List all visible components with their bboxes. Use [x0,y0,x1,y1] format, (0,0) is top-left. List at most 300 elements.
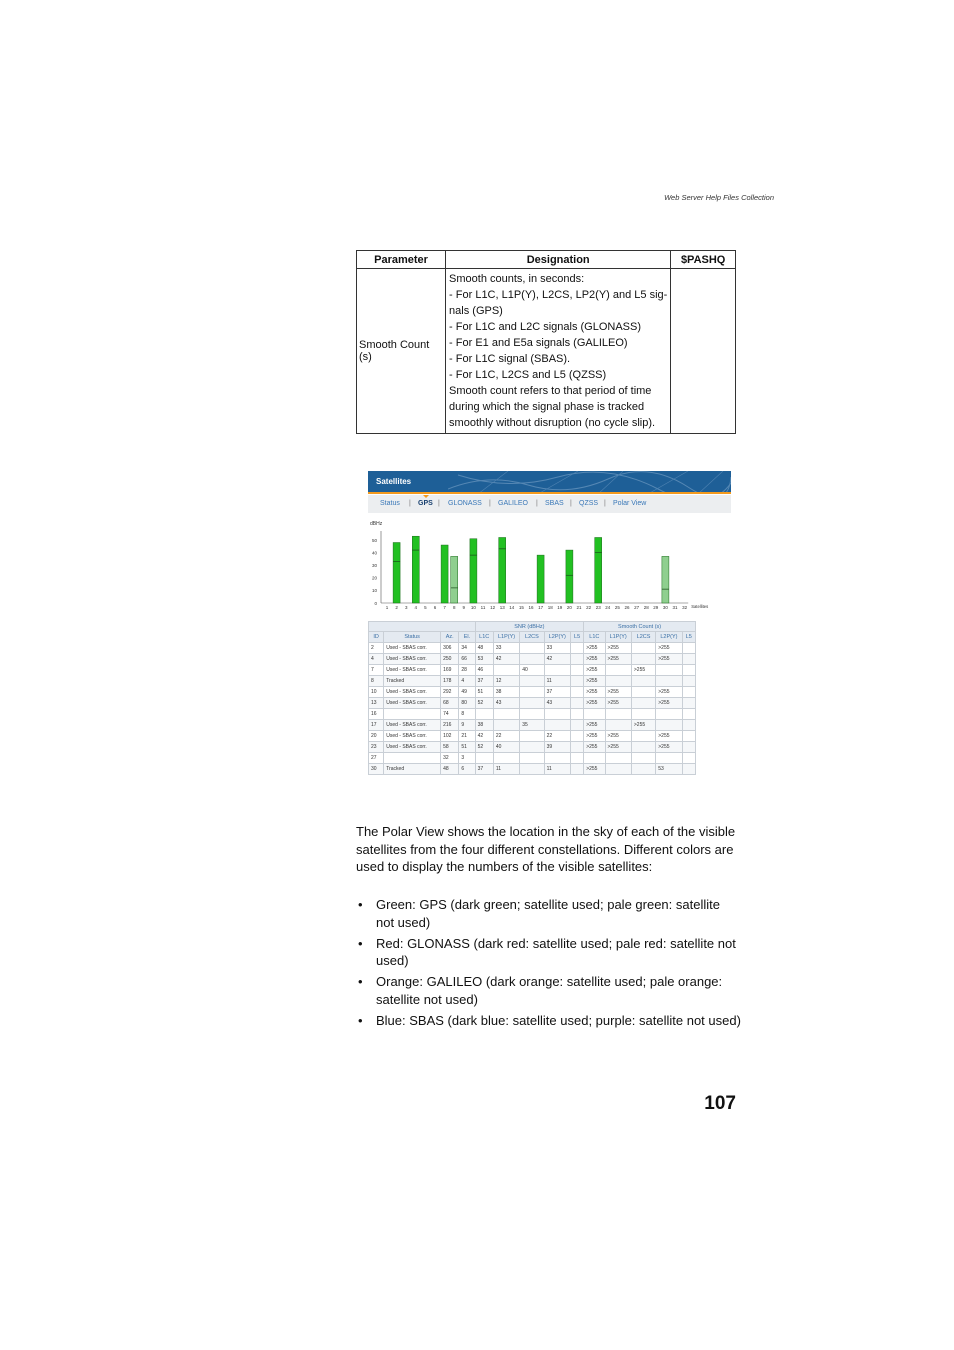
table-cell [570,676,583,687]
satellites-screenshot [368,471,731,791]
table-cell: 32 [441,753,459,764]
table-cell: 6 [459,764,475,775]
x-tick-label: 7 [443,605,446,610]
snr-bar [393,543,400,603]
table-cell: 23 [369,742,384,753]
table-row [369,698,696,709]
x-tick-label: 23 [595,605,601,610]
running-header: Web Server Help Files Collection [664,193,774,202]
table-cell [493,709,519,720]
table-cell: >255 [584,764,605,775]
table-cell: >255 [584,654,605,665]
table-cell: Used - SBAS corr. [384,731,441,742]
table-cell: 2 [369,643,384,654]
table-cell [544,709,570,720]
table-cell [631,676,655,687]
table-cell [520,643,544,654]
table-cell: 3 [459,753,475,764]
table-cell: 38 [493,687,519,698]
x-tick-label: 10 [470,605,476,610]
table-cell: Used - SBAS corr. [384,742,441,753]
column-header: ID [369,632,384,643]
table-cell: 43 [544,698,570,709]
x-tick-label: 17 [538,605,544,610]
table-cell [631,731,655,742]
table-cell [656,720,682,731]
table-cell: >255 [605,731,631,742]
table-cell [605,709,631,720]
snr-bar [566,550,573,603]
table-cell [682,643,695,654]
active-tab-indicator [423,495,429,498]
tab-separator: | [409,500,411,507]
x-tick-label: 26 [624,605,630,610]
table-cell [682,687,695,698]
table-cell: 22 [493,731,519,742]
x-tick-label: 29 [653,605,659,610]
x-tick-label: 28 [643,605,649,610]
table-cell [584,753,605,764]
bullet-icon: • [358,1013,363,1029]
table-cell [584,709,605,720]
table-cell: 178 [441,676,459,687]
list-item-text: Green: GPS (dark green; satellite used; pale green: satellite not used) [376,897,720,930]
list-item [356,1012,741,1030]
tab-separator: | [536,500,538,507]
column-header: L1C [584,632,605,643]
column-header: L1P(Y) [605,632,631,643]
list-item [356,935,741,970]
table-cell [682,764,695,775]
designation-line: - For L1C signal (SBAS). [449,353,571,365]
table-cell: 80 [459,698,475,709]
table-cell [631,709,655,720]
table-cell: 68 [441,698,459,709]
table-row [369,654,696,665]
table-cell [544,753,570,764]
table-cell [682,665,695,676]
designation-line: during which the signal phase is tracked [449,401,645,413]
table-cell [682,676,695,687]
column-header: L2CS [631,632,655,643]
x-tick-label: 22 [586,605,592,610]
column-header: L1C [475,632,493,643]
y-tick-label: 50 [371,537,377,543]
table-row [369,687,696,698]
x-tick-label: 14 [509,605,515,610]
table-cell [682,753,695,764]
table-cell: Used - SBAS corr. [384,720,441,731]
table-cell: >255 [584,742,605,753]
table-row [369,709,696,720]
group-header-snr: SNR (dBHz) [475,622,584,632]
table-cell [682,698,695,709]
x-tick-label: 3 [404,605,408,610]
table-cell: >255 [656,731,682,742]
table-cell: 169 [441,665,459,676]
table-cell [520,676,544,687]
list-item [356,973,741,1008]
table-cell: 37 [475,764,493,775]
table-cell: >255 [656,687,682,698]
table-cell [384,753,441,764]
table-cell: 43 [493,698,519,709]
table-cell: >255 [584,643,605,654]
table-cell [570,742,583,753]
x-axis-label: Satellites [691,604,709,609]
table-cell: 11 [493,764,519,775]
table-cell: 35 [520,720,544,731]
table-row [369,720,696,731]
table-row [369,731,696,742]
column-header: El. [459,632,475,643]
table-cell: 250 [441,654,459,665]
column-header: L2CS [520,632,544,643]
bullet-icon: • [358,897,363,912]
table-cell: 12 [493,676,519,687]
table-cell [520,753,544,764]
table-cell [682,742,695,753]
table-cell [493,665,519,676]
table-cell: 4 [369,654,384,665]
body-paragraph: The Polar View shows the location in the sky of each of the visible satellites from the four different constellations. Different colors are used to display the numbers of the visible satellites: [356,824,736,875]
map-pattern-decoration [448,471,731,494]
snr-bar-chart [368,517,731,613]
table-cell: 216 [441,720,459,731]
table-cell: 11 [544,764,570,775]
table-cell: Tracked [384,764,441,775]
table-cell: Used - SBAS corr. [384,654,441,665]
table-cell: >255 [584,720,605,731]
table-cell: >255 [584,665,605,676]
x-tick-label: 8 [452,605,456,610]
table-row [369,676,696,687]
table-cell: 9 [459,720,475,731]
table-cell: 39 [544,742,570,753]
x-tick-label: 20 [566,605,572,610]
table-cell: 74 [441,709,459,720]
designation-line: smoothly without disruption (no cycle slip). [449,417,656,429]
table-cell: 40 [520,665,544,676]
table-cell [520,764,544,775]
page-number: 107 [704,1093,736,1114]
x-tick-label: 13 [499,605,505,610]
table-cell: 46 [475,665,493,676]
table-cell [605,764,631,775]
x-tick-label: 21 [576,605,582,610]
table-row [369,643,696,654]
table-cell [605,676,631,687]
snr-bar [537,555,544,603]
table-cell: 40 [493,742,519,753]
tab-separator: | [604,500,606,507]
table-cell [570,698,583,709]
x-tick-label: 19 [557,605,563,610]
table-cell [570,665,583,676]
table-cell: >255 [584,731,605,742]
table-cell [475,753,493,764]
table-cell [631,764,655,775]
y-tick-label: 20 [371,575,377,581]
table-cell [493,753,519,764]
table-cell: 10 [369,687,384,698]
x-tick-label: 9 [462,605,466,610]
table-cell: >255 [584,676,605,687]
snr-bar [662,556,669,603]
tab-galileo[interactable]: GALILEO [498,500,528,507]
parameter-name: Smooth Count (s) [357,269,446,434]
y-axis-label: dBHz [370,521,383,527]
table-cell [544,720,570,731]
table-cell [544,665,570,676]
table-cell [384,709,441,720]
x-tick-label: 31 [672,605,678,610]
table-cell: 66 [459,654,475,665]
table-cell: 102 [441,731,459,742]
snr-bar [470,539,477,603]
tab-gps[interactable]: GPS [418,500,433,507]
table-cell [570,720,583,731]
table-cell: 37 [475,676,493,687]
tab-separator: | [570,500,572,507]
tab-sbas[interactable]: SBAS [545,500,564,507]
list-item-text: Red: GLONASS (dark red: satellite used; pale red: satellite not used) [376,935,736,969]
table-cell: 28 [459,665,475,676]
x-tick-label: 25 [614,605,620,610]
table-cell: >255 [656,742,682,753]
table-cell [475,709,493,720]
table-cell: 58 [441,742,459,753]
group-header-smooth: Smooth Count (s) [584,622,696,632]
col-parameter: Parameter [357,251,446,269]
table-cell: 7 [369,665,384,676]
column-header: L1P(Y) [493,632,519,643]
table-cell [631,698,655,709]
table-cell [570,731,583,742]
table-cell: 49 [459,687,475,698]
table-cell: 30 [369,764,384,775]
table-cell: >255 [605,687,631,698]
table-cell [682,654,695,665]
table-cell: 11 [544,676,570,687]
table-row [369,742,696,753]
table-cell [520,698,544,709]
list-item [356,896,741,931]
table-cell: 53 [656,764,682,775]
designation-cell [446,269,671,434]
table-cell: 48 [475,643,493,654]
snr-bar [499,537,506,603]
designation-line: - For E1 and E5a signals (GALILEO) [449,337,628,349]
table-cell [520,687,544,698]
table-cell: 27 [369,753,384,764]
snr-bar [412,536,419,603]
tab-status[interactable]: Status [380,500,400,507]
column-header: Status [384,632,441,643]
bullet-icon: • [358,935,363,951]
bullet-icon: • [358,974,363,990]
parameter-table [356,250,736,434]
table-cell [682,731,695,742]
x-tick-label: 15 [518,605,524,610]
table-cell [605,753,631,764]
snr-bar [451,556,458,603]
table-cell: >255 [656,654,682,665]
y-tick-label: 40 [371,550,377,556]
table-cell: 52 [475,742,493,753]
table-cell: Used - SBAS corr. [384,665,441,676]
table-cell: 306 [441,643,459,654]
table-cell: 8 [459,709,475,720]
column-header: L2P(Y) [544,632,570,643]
table-cell [631,742,655,753]
table-cell: 16 [369,709,384,720]
column-header: L2P(Y) [656,632,682,643]
table-cell [631,643,655,654]
tab-separator: | [438,500,440,507]
table-cell: 8 [369,676,384,687]
group-header-blank [369,622,476,632]
table-cell [570,687,583,698]
table-cell: Tracked [384,676,441,687]
table-cell: 42 [475,731,493,742]
x-tick-label: 1 [385,605,389,610]
tab-qzss[interactable]: QZSS [579,500,599,507]
x-tick-label: 12 [490,605,496,610]
table-cell [605,665,631,676]
banner-title: Satellites [376,477,412,486]
table-cell: 21 [459,731,475,742]
x-tick-label: 32 [682,605,688,610]
designation-line: - For L1C and L2C signals (GLONASS) [449,321,642,333]
table-cell: >255 [605,698,631,709]
designation-line: nals (GPS) [449,305,503,317]
table-cell: 42 [493,654,519,665]
table-cell: >255 [584,687,605,698]
snr-bar [441,545,448,603]
x-tick-label: 27 [634,605,640,610]
table-cell: >255 [584,698,605,709]
designation-line: - For L1C, L2CS and L5 (QZSS) [449,369,607,381]
table-row [369,764,696,775]
designation-line: Smooth counts, in seconds: [449,273,585,285]
table-cell [570,654,583,665]
table-cell [520,742,544,753]
table-cell [631,687,655,698]
snr-bar [595,537,602,603]
table-cell [656,753,682,764]
table-cell: >255 [631,665,655,676]
table-cell [682,720,695,731]
table-cell: 48 [441,764,459,775]
col-designation: Designation [446,251,671,269]
table-cell [520,731,544,742]
table-cell: 38 [475,720,493,731]
tab-separator: | [489,500,491,507]
y-tick-label: 30 [371,563,377,568]
table-cell: 33 [544,643,570,654]
x-tick-label: 16 [528,605,534,610]
table-cell: 53 [475,654,493,665]
column-header: L5 [570,632,583,643]
table-row [369,665,696,676]
col-pashq: $PASHQ [671,251,736,269]
x-tick-label: 5 [424,605,427,610]
table-cell: 20 [369,731,384,742]
table-cell: Used - SBAS corr. [384,643,441,654]
x-tick-label: 24 [605,605,611,610]
x-tick-label: 11 [480,605,486,610]
designation-line: Smooth count refers to that period of time [449,385,652,397]
table-cell: 37 [544,687,570,698]
table-cell [570,643,583,654]
table-row [369,753,696,764]
table-cell: >255 [605,654,631,665]
table-cell: >255 [631,720,655,731]
x-tick-label: 2 [395,605,398,610]
table-cell [682,709,695,720]
x-tick-label: 30 [662,605,668,610]
satellites-banner [368,471,731,494]
designation-line: - For L1C, L1P(Y), L2CS, LP2(Y) and L5 sig- [449,289,668,301]
table-cell: 33 [493,643,519,654]
table-cell [493,720,519,731]
table-cell [605,720,631,731]
table-cell: 22 [544,731,570,742]
x-tick-label: 4 [414,605,418,610]
table-cell [570,764,583,775]
list-item-text: Orange: GALILEO (dark orange: satellite used; pale orange: satellite not used) [376,974,723,1007]
list-item-text: Blue: SBAS (dark blue: satellite used; purple: satellite not used) [376,1013,741,1029]
column-header: Az. [441,632,459,643]
table-cell: 52 [475,698,493,709]
table-cell: >255 [656,698,682,709]
tab-glonass[interactable]: GLONASS [448,500,482,507]
color-legend-list [356,896,741,1033]
banner-stripe [368,492,731,494]
tab-polar-view[interactable]: Polar View [613,500,647,507]
table-cell [656,676,682,687]
table-cell: >255 [605,742,631,753]
column-header: L5 [682,632,695,643]
pashq-cell [671,269,736,434]
table-cell [520,709,544,720]
table-cell: 4 [459,676,475,687]
table-cell: 51 [475,687,493,698]
x-tick-label: 6 [433,605,437,610]
table-cell: Used - SBAS corr. [384,687,441,698]
table-cell: 292 [441,687,459,698]
table-cell [656,709,682,720]
table-cell: Used - SBAS corr. [384,698,441,709]
table-cell [631,753,655,764]
table-cell [570,709,583,720]
table-cell: 42 [544,654,570,665]
table-cell [656,665,682,676]
table-cell: >255 [656,643,682,654]
table-cell: 51 [459,742,475,753]
satellite-table [368,621,696,775]
table-cell [570,753,583,764]
table-cell [520,654,544,665]
y-tick-label: 0 [374,600,377,606]
table-cell: 17 [369,720,384,731]
table-cell: >255 [605,643,631,654]
table-cell [631,654,655,665]
table-cell: 13 [369,698,384,709]
y-tick-label: 10 [371,588,377,594]
table-cell: 34 [459,643,475,654]
